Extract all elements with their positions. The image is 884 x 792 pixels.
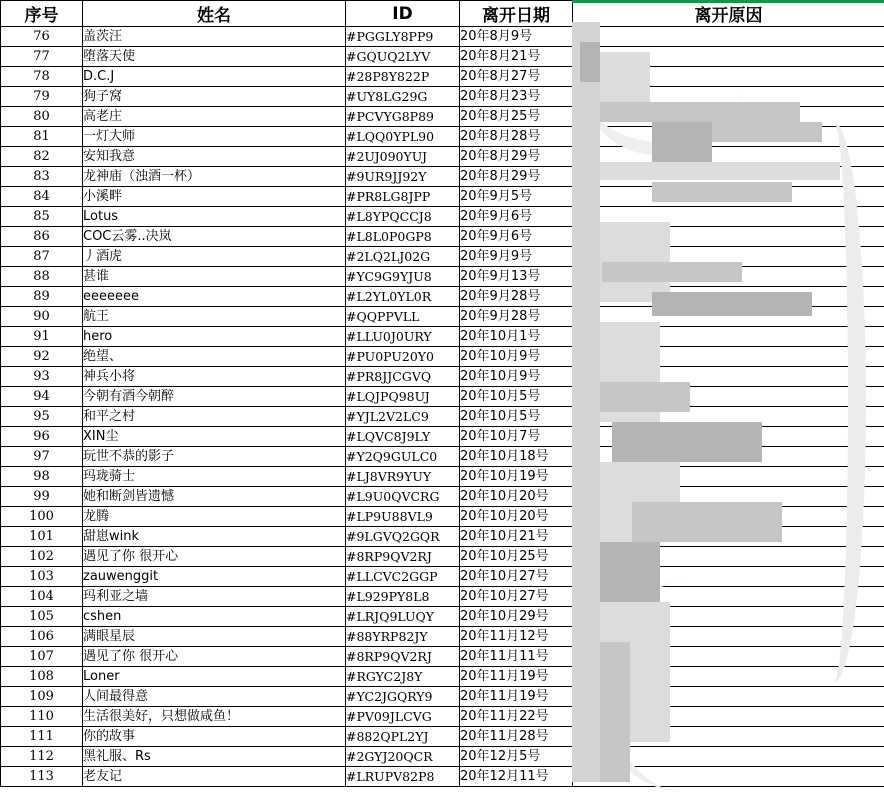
cell-no[interactable]: 93 bbox=[1, 367, 83, 387]
cell-date[interactable]: 20年11月11号 bbox=[460, 647, 573, 667]
cell-reason-redacted[interactable] bbox=[573, 127, 884, 147]
cell-date[interactable]: 20年10月9号 bbox=[460, 367, 573, 387]
cell-name[interactable]: COC云雾..决岚 bbox=[83, 227, 346, 247]
cell-date[interactable]: 20年10月19号 bbox=[460, 467, 573, 487]
cell-reason-redacted[interactable] bbox=[573, 407, 884, 427]
table-row bbox=[1, 727, 884, 747]
cell-id[interactable]: #9LGVQ2GQR bbox=[346, 527, 460, 547]
table-row bbox=[1, 647, 884, 667]
cell-reason-redacted[interactable] bbox=[573, 387, 884, 407]
cell-no[interactable]: 110 bbox=[1, 707, 83, 727]
cell-reason-redacted[interactable] bbox=[573, 47, 884, 67]
cell-id[interactable]: #RGYC2J8Y bbox=[346, 667, 460, 687]
cell-no[interactable]: 86 bbox=[1, 227, 83, 247]
cell-reason-redacted[interactable] bbox=[573, 107, 884, 127]
table-row bbox=[1, 107, 884, 127]
cell-no[interactable]: 79 bbox=[1, 87, 83, 107]
cell-date[interactable]: 20年10月29号 bbox=[460, 607, 573, 627]
cell-reason-redacted[interactable] bbox=[573, 507, 884, 527]
cell-name[interactable]: 龙腾 bbox=[83, 507, 346, 527]
cell-id[interactable]: #LQVC8J9LY bbox=[346, 427, 460, 447]
cell-id[interactable]: #882QPL2YJ bbox=[346, 727, 460, 747]
cell-id[interactable]: #PV09JLCVG bbox=[346, 707, 460, 727]
table-row bbox=[1, 427, 884, 447]
cell-no[interactable]: 105 bbox=[1, 607, 83, 627]
cell-name[interactable]: 一灯大师 bbox=[83, 127, 346, 147]
cell-no[interactable]: 100 bbox=[1, 507, 83, 527]
cell-reason-redacted[interactable] bbox=[573, 527, 884, 547]
cell-no[interactable]: 87 bbox=[1, 247, 83, 267]
cell-id[interactable]: #L9U0QVCRG bbox=[346, 487, 460, 507]
table-row bbox=[1, 227, 884, 247]
table-row bbox=[1, 67, 884, 87]
cell-reason-redacted[interactable] bbox=[573, 727, 884, 747]
cell-reason-redacted[interactable] bbox=[573, 467, 884, 487]
cell-no[interactable]: 83 bbox=[1, 167, 83, 187]
table-row bbox=[1, 587, 884, 607]
cell-date[interactable]: 20年10月21号 bbox=[460, 527, 573, 547]
cell-name[interactable]: 航王 bbox=[83, 307, 346, 327]
cell-id[interactable]: #LQQ0YPL90 bbox=[346, 127, 460, 147]
cell-id[interactable]: #LRJQ9LUQY bbox=[346, 607, 460, 627]
cell-name[interactable]: D.C.J bbox=[83, 67, 346, 87]
cell-no[interactable]: 98 bbox=[1, 467, 83, 487]
cell-reason-redacted[interactable] bbox=[573, 487, 884, 507]
table-row bbox=[1, 287, 884, 307]
cell-name[interactable]: Loner bbox=[83, 667, 346, 687]
cell-reason-redacted[interactable] bbox=[573, 87, 884, 107]
cell-name[interactable]: 小溪畔 bbox=[83, 187, 346, 207]
cell-no[interactable]: 88 bbox=[1, 267, 83, 287]
cell-name[interactable]: 玛珑骑士 bbox=[83, 467, 346, 487]
table-row bbox=[1, 47, 884, 67]
cell-reason-redacted[interactable] bbox=[573, 207, 884, 227]
cell-id[interactable]: #2LQ2LJ02G bbox=[346, 247, 460, 267]
cell-reason-redacted[interactable] bbox=[573, 227, 884, 247]
table-row bbox=[1, 327, 884, 347]
cell-reason-redacted[interactable] bbox=[573, 567, 884, 587]
cell-name[interactable]: 玛利亚之墙 bbox=[83, 587, 346, 607]
cell-no[interactable]: 111 bbox=[1, 727, 83, 747]
cell-id[interactable]: #PGGLY8PP9 bbox=[346, 27, 460, 47]
cell-date[interactable]: 20年12月5号 bbox=[460, 747, 573, 767]
cell-name[interactable]: Lotus bbox=[83, 207, 346, 227]
cell-id[interactable]: #L8L0P0GP8 bbox=[346, 227, 460, 247]
cell-date[interactable]: 20年8月25号 bbox=[460, 107, 573, 127]
cell-date[interactable]: 20年10月18号 bbox=[460, 447, 573, 467]
cell-date[interactable]: 20年9月5号 bbox=[460, 187, 573, 207]
cell-date[interactable]: 20年10月20号 bbox=[460, 507, 573, 527]
cell-id[interactable]: #8RP9QV2RJ bbox=[346, 647, 460, 667]
table-row bbox=[1, 547, 884, 567]
cell-reason-redacted[interactable] bbox=[573, 767, 884, 787]
cell-reason-redacted[interactable] bbox=[573, 347, 884, 367]
cell-no[interactable]: 84 bbox=[1, 187, 83, 207]
cell-date[interactable]: 20年11月22号 bbox=[460, 707, 573, 727]
table-row bbox=[1, 347, 884, 367]
cell-name[interactable]: 堕落天使 bbox=[83, 47, 346, 67]
cell-name[interactable]: 高老庄 bbox=[83, 107, 346, 127]
cell-no[interactable]: 101 bbox=[1, 527, 83, 547]
table-row bbox=[1, 467, 884, 487]
header-date[interactable]: 离开日期 bbox=[460, 1, 573, 27]
cell-name[interactable]: 生活很美好，只想做咸鱼！ bbox=[83, 707, 346, 727]
cell-date[interactable]: 20年10月20号 bbox=[460, 487, 573, 507]
cell-reason-redacted[interactable] bbox=[573, 367, 884, 387]
cell-no[interactable]: 77 bbox=[1, 47, 83, 67]
cell-date[interactable]: 20年11月19号 bbox=[460, 667, 573, 687]
cell-reason-redacted[interactable] bbox=[573, 627, 884, 647]
cell-name[interactable]: zauwenggit bbox=[83, 567, 346, 587]
cell-date[interactable]: 20年8月29号 bbox=[460, 167, 573, 187]
cell-id[interactable]: #L2YL0YL0R bbox=[346, 287, 460, 307]
cell-name[interactable]: 玩世不恭的影子 bbox=[83, 447, 346, 467]
cell-id[interactable]: #28P8Y822P bbox=[346, 67, 460, 87]
cell-id[interactable]: #PR8JJCGVQ bbox=[346, 367, 460, 387]
cell-id[interactable]: #LQJPQ98UJ bbox=[346, 387, 460, 407]
cell-name[interactable]: 龙神庙（浊酒一杯） bbox=[83, 167, 346, 187]
cell-name[interactable]: 盖茨汪 bbox=[83, 27, 346, 47]
table-row bbox=[1, 367, 884, 387]
cell-reason-redacted[interactable] bbox=[573, 747, 884, 767]
cell-name[interactable]: 黑礼服、Rs bbox=[83, 747, 346, 767]
cell-name[interactable]: 甚谁 bbox=[83, 267, 346, 287]
cell-reason-redacted[interactable] bbox=[573, 247, 884, 267]
cell-reason-redacted[interactable] bbox=[573, 447, 884, 467]
cell-reason-redacted[interactable] bbox=[573, 607, 884, 627]
cell-reason-redacted[interactable] bbox=[573, 67, 884, 87]
cell-no[interactable]: 102 bbox=[1, 547, 83, 567]
cell-reason-redacted[interactable] bbox=[573, 187, 884, 207]
header-name[interactable]: 姓名 bbox=[83, 1, 346, 27]
cell-no[interactable]: 104 bbox=[1, 587, 83, 607]
table-row bbox=[1, 27, 884, 47]
cell-no[interactable]: 94 bbox=[1, 387, 83, 407]
table-row bbox=[1, 387, 884, 407]
cell-reason-redacted[interactable] bbox=[573, 427, 884, 447]
cell-reason-redacted[interactable] bbox=[573, 27, 884, 47]
header-id[interactable]: ID bbox=[346, 1, 460, 27]
cell-no[interactable]: 113 bbox=[1, 767, 83, 787]
cell-date[interactable]: 20年9月6号 bbox=[460, 207, 573, 227]
cell-date[interactable]: 20年9月6号 bbox=[460, 227, 573, 247]
cell-id[interactable]: #2UJ090YUJ bbox=[346, 147, 460, 167]
cell-no[interactable]: 78 bbox=[1, 67, 83, 87]
cell-id[interactable]: #YC9G9YJU8 bbox=[346, 267, 460, 287]
table-row bbox=[1, 87, 884, 107]
cell-id[interactable]: #PCVYG8P89 bbox=[346, 107, 460, 127]
cell-reason-redacted[interactable] bbox=[573, 147, 884, 167]
cell-date[interactable]: 20年10月9号 bbox=[460, 347, 573, 367]
cell-name[interactable]: 和平之村 bbox=[83, 407, 346, 427]
table-row bbox=[1, 667, 884, 687]
cell-id[interactable]: #LP9U88VL9 bbox=[346, 507, 460, 527]
cell-date[interactable]: 20年8月28号 bbox=[460, 127, 573, 147]
cell-id[interactable]: #L8YPQCCJ8 bbox=[346, 207, 460, 227]
table-row bbox=[1, 267, 884, 287]
cell-reason-redacted[interactable] bbox=[573, 167, 884, 187]
cell-name[interactable]: 狗子窝 bbox=[83, 87, 346, 107]
cell-date[interactable]: 20年8月23号 bbox=[460, 87, 573, 107]
table-row bbox=[1, 747, 884, 767]
table-row bbox=[1, 607, 884, 627]
cell-no[interactable]: 80 bbox=[1, 107, 83, 127]
cell-name[interactable]: 绝望、 bbox=[83, 347, 346, 367]
table-row bbox=[1, 167, 884, 187]
cell-reason-redacted[interactable] bbox=[573, 267, 884, 287]
cell-id[interactable]: #2GYJ20QCR bbox=[346, 747, 460, 767]
cell-name[interactable]: 遇见了你 很开心 bbox=[83, 547, 346, 567]
cell-no[interactable]: 95 bbox=[1, 407, 83, 427]
cell-date[interactable]: 20年12月11号 bbox=[460, 767, 573, 787]
cell-date[interactable]: 20年11月28号 bbox=[460, 727, 573, 747]
cell-reason-redacted[interactable] bbox=[573, 287, 884, 307]
cell-date[interactable]: 20年10月1号 bbox=[460, 327, 573, 347]
table-row bbox=[1, 527, 884, 547]
cell-no[interactable]: 92 bbox=[1, 347, 83, 367]
cell-name[interactable]: 人间最得意 bbox=[83, 687, 346, 707]
cell-id[interactable]: #LRUPV82P8 bbox=[346, 767, 460, 787]
cell-date[interactable]: 20年11月19号 bbox=[460, 687, 573, 707]
cell-no[interactable]: 85 bbox=[1, 207, 83, 227]
table-row bbox=[1, 707, 884, 727]
cell-no[interactable]: 76 bbox=[1, 27, 83, 47]
cell-name[interactable]: 今朝有酒今朝醉 bbox=[83, 387, 346, 407]
cell-date[interactable]: 20年10月5号 bbox=[460, 407, 573, 427]
cell-name[interactable]: hero bbox=[83, 327, 346, 347]
table-row bbox=[1, 127, 884, 147]
table-row bbox=[1, 187, 884, 207]
cell-id[interactable]: #GQUQ2LYV bbox=[346, 47, 460, 67]
cell-id[interactable]: #88YRP82JY bbox=[346, 627, 460, 647]
cell-date[interactable]: 20年8月29号 bbox=[460, 147, 573, 167]
table-row bbox=[1, 687, 884, 707]
cell-name[interactable]: 安知我意 bbox=[83, 147, 346, 167]
cell-no[interactable]: 109 bbox=[1, 687, 83, 707]
cell-id[interactable]: #LLCVC2GGP bbox=[346, 567, 460, 587]
cell-no[interactable]: 81 bbox=[1, 127, 83, 147]
cell-name[interactable]: eeeeeee bbox=[83, 287, 346, 307]
cell-no[interactable]: 96 bbox=[1, 427, 83, 447]
cell-no[interactable]: 82 bbox=[1, 147, 83, 167]
cell-no[interactable]: 107 bbox=[1, 647, 83, 667]
cell-date[interactable]: 20年11月12号 bbox=[460, 627, 573, 647]
cell-no[interactable]: 89 bbox=[1, 287, 83, 307]
cell-date[interactable]: 20年9月9号 bbox=[460, 247, 573, 267]
cell-reason-redacted[interactable] bbox=[573, 307, 884, 327]
cell-name[interactable]: 甜崽wink bbox=[83, 527, 346, 547]
cell-name[interactable]: 她和断剑皆遗憾 bbox=[83, 487, 346, 507]
cell-date[interactable]: 20年10月27号 bbox=[460, 587, 573, 607]
table-row bbox=[1, 567, 884, 587]
header-row bbox=[1, 1, 884, 27]
cell-no[interactable]: 97 bbox=[1, 447, 83, 467]
cell-no[interactable]: 103 bbox=[1, 567, 83, 587]
cell-id[interactable]: #9UR9JJ92Y bbox=[346, 167, 460, 187]
cell-reason-redacted[interactable] bbox=[573, 587, 884, 607]
cell-no[interactable]: 112 bbox=[1, 747, 83, 767]
cell-date[interactable]: 20年8月27号 bbox=[460, 67, 573, 87]
cell-id[interactable]: #LJ8VR9YUY bbox=[346, 467, 460, 487]
table-row bbox=[1, 627, 884, 647]
cell-reason-redacted[interactable] bbox=[573, 647, 884, 667]
table-row bbox=[1, 507, 884, 527]
cell-date[interactable]: 20年9月28号 bbox=[460, 307, 573, 327]
cell-date[interactable]: 20年9月13号 bbox=[460, 267, 573, 287]
cell-name[interactable]: 满眼星辰 bbox=[83, 627, 346, 647]
cell-id[interactable]: #LLU0J0URY bbox=[346, 327, 460, 347]
cell-id[interactable]: #QQPPVLL bbox=[346, 307, 460, 327]
table-row bbox=[1, 767, 884, 787]
cell-no[interactable]: 90 bbox=[1, 307, 83, 327]
cell-date[interactable]: 20年10月25号 bbox=[460, 547, 573, 567]
cell-date[interactable]: 20年8月9号 bbox=[460, 27, 573, 47]
cell-no[interactable]: 108 bbox=[1, 667, 83, 687]
cell-reason-redacted[interactable] bbox=[573, 667, 884, 687]
cell-reason-redacted[interactable] bbox=[573, 327, 884, 347]
table-row bbox=[1, 247, 884, 267]
cell-name[interactable]: 你的故事 bbox=[83, 727, 346, 747]
table-row bbox=[1, 407, 884, 427]
table-row bbox=[1, 207, 884, 227]
header-no[interactable]: 序号 bbox=[1, 1, 83, 27]
cell-id[interactable]: #UY8LG29G bbox=[346, 87, 460, 107]
cell-date[interactable]: 20年10月7号 bbox=[460, 427, 573, 447]
cell-reason-redacted[interactable] bbox=[573, 547, 884, 567]
cell-id[interactable]: #YJL2V2LC9 bbox=[346, 407, 460, 427]
cell-reason-redacted[interactable] bbox=[573, 687, 884, 707]
table-row bbox=[1, 447, 884, 467]
cell-name[interactable]: 神兵小将 bbox=[83, 367, 346, 387]
cell-id[interactable]: #PU0PU20Y0 bbox=[346, 347, 460, 367]
cell-date[interactable]: 20年8月21号 bbox=[460, 47, 573, 67]
table-row bbox=[1, 307, 884, 327]
cell-no[interactable]: 99 bbox=[1, 487, 83, 507]
cell-no[interactable]: 91 bbox=[1, 327, 83, 347]
cell-name[interactable]: 遇见了你 很开心 bbox=[83, 647, 346, 667]
cell-date[interactable]: 20年10月27号 bbox=[460, 567, 573, 587]
table-row bbox=[1, 487, 884, 507]
table-row bbox=[1, 147, 884, 167]
cell-reason-redacted[interactable] bbox=[573, 707, 884, 727]
header-reason[interactable]: 离开原因 bbox=[573, 1, 884, 27]
cell-date[interactable]: 20年10月5号 bbox=[460, 387, 573, 407]
cell-name[interactable]: 丿酒虎 bbox=[83, 247, 346, 267]
cell-name[interactable]: XIN尘 bbox=[83, 427, 346, 447]
cell-id[interactable]: #YC2JGQRY9 bbox=[346, 687, 460, 707]
cell-id[interactable]: #L929PY8L8 bbox=[346, 587, 460, 607]
cell-date[interactable]: 20年9月28号 bbox=[460, 287, 573, 307]
selected-column-indicator bbox=[572, 0, 884, 3]
cell-id[interactable]: #8RP9QV2RJ bbox=[346, 547, 460, 567]
cell-no[interactable]: 106 bbox=[1, 627, 83, 647]
cell-id[interactable]: #PR8LG8JPP bbox=[346, 187, 460, 207]
cell-id[interactable]: #Y2Q9GULC0 bbox=[346, 447, 460, 467]
cell-name[interactable]: 老友记 bbox=[83, 767, 346, 787]
cell-name[interactable]: cshen bbox=[83, 607, 346, 627]
